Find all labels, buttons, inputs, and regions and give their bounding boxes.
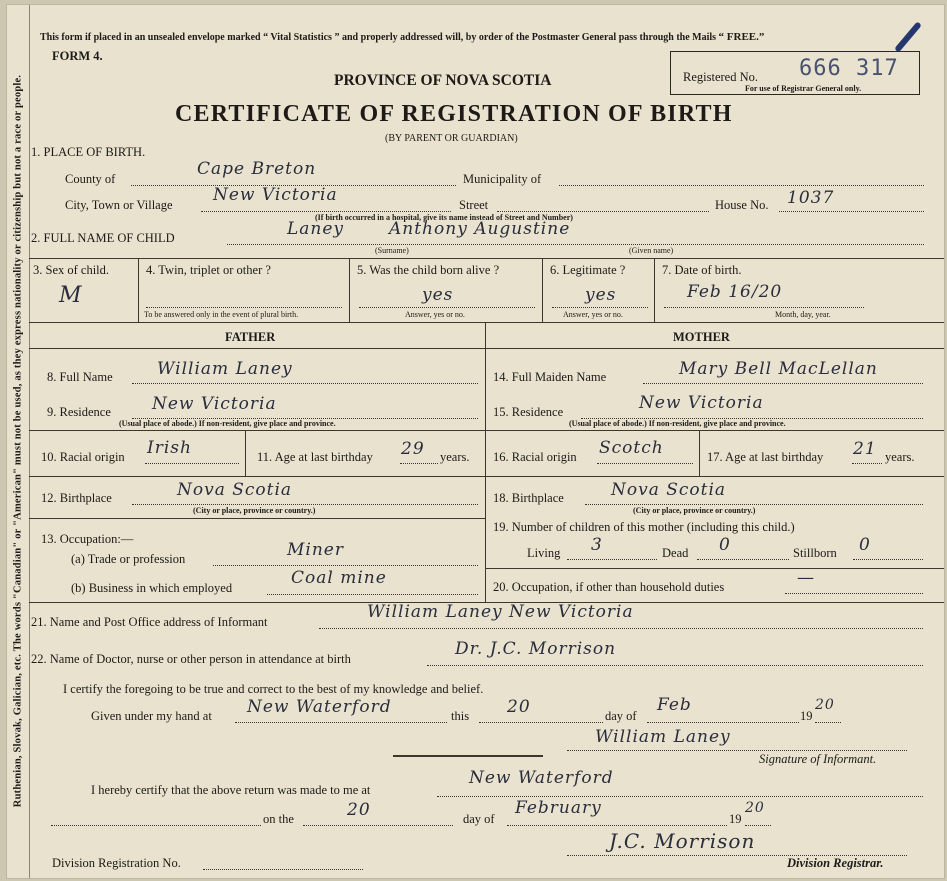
place-of-birth-label: 1. PLACE OF BIRTH. <box>31 145 146 159</box>
child-name-label: 2. FULL NAME OF CHILD <box>31 231 175 245</box>
house-label: House No. <box>715 198 769 212</box>
registered-note: For use of Registrar General only. <box>745 84 862 93</box>
given-year-prefix: 19 <box>800 709 813 723</box>
business-label: (b) Business in which employed <box>71 581 233 595</box>
registrar-month-value: February <box>515 798 602 818</box>
mother-age-value: 21 <box>853 439 877 459</box>
father-heading: FATHER <box>225 330 276 344</box>
stillborn-label: Stillborn <box>793 546 837 560</box>
city-value: New Victoria <box>213 185 338 205</box>
business-value: Coal mine <box>291 568 387 588</box>
surname-caption: (Surname) <box>375 246 409 255</box>
house-value: 1037 <box>787 188 835 208</box>
city-line <box>201 211 451 212</box>
registered-number: 666 317 <box>799 56 899 81</box>
mother-birthplace-note: (City or place, province or country.) <box>633 506 756 515</box>
signature-caption: Signature of Informant. <box>759 752 877 766</box>
county-label: County of <box>65 172 116 186</box>
mother-birthplace-label: 18. Birthplace <box>493 491 564 505</box>
father-abode-note: (Usual place of abode.) If non-resident, give place and province. <box>119 419 336 428</box>
street-line <box>497 211 709 212</box>
registrar-signature: J.C. Morrison <box>609 829 756 853</box>
child-given-value: Anthony Augustine <box>389 219 571 239</box>
father-birthplace-label: 12. Birthplace <box>41 491 112 505</box>
registrar-year-value: 20 <box>745 800 765 816</box>
father-name-label: 8. Full Name <box>47 370 113 384</box>
street-label: Street <box>459 198 489 212</box>
city-label: City, Town or Village <box>65 198 173 212</box>
legitimate-label: 6. Legitimate ? <box>550 263 626 277</box>
county-value: Cape Breton <box>197 159 317 179</box>
sex-value: M <box>59 283 83 308</box>
registrar-caption: Division Registrar. <box>787 856 884 870</box>
municipality-line <box>559 185 924 186</box>
registrar-day-of-label: day of <box>463 812 495 826</box>
living-value: 3 <box>591 535 603 555</box>
informant-signature: William Laney <box>595 727 731 747</box>
child-surname-value: Laney <box>287 219 345 239</box>
father-age-label: 11. Age at last birthday <box>257 450 373 464</box>
mother-racial-label: 16. Racial origin <box>493 450 577 464</box>
mother-name-value: Mary Bell MacLellan <box>679 359 878 379</box>
division-registration-label: Division Registration No. <box>52 856 181 870</box>
twin-note: To be answered only in the event of plural birth. <box>144 310 299 319</box>
informant-label: 21. Name and Post Office address of Informant <box>31 615 268 629</box>
mother-years-label: years. <box>885 450 915 464</box>
certify-statement: I certify the foregoing to be true and correct to the best of my knowledge and belief. <box>63 682 484 696</box>
trade-label: (a) Trade or profession <box>71 552 186 566</box>
father-occupation-label: 13. Occupation:— <box>41 532 134 546</box>
mother-occupation-label: 20. Occupation, if other than household duties <box>493 580 725 594</box>
father-birthplace-note: (City or place, province or country.) <box>193 506 316 515</box>
check-mark-icon <box>894 21 922 52</box>
given-day-value: 20 <box>507 697 531 717</box>
mother-racial-value: Scotch <box>599 438 664 458</box>
father-name-value: William Laney <box>157 359 293 379</box>
given-caption: (Given name) <box>629 246 674 255</box>
doctor-label: 22. Name of Doctor, nurse or other person in attendance at birth <box>31 652 351 666</box>
mother-residence-label: 15. Residence <box>493 405 564 419</box>
child-name-line <box>227 244 924 245</box>
certificate-subtitle: (BY PARENT OR GUARDIAN) <box>385 133 518 144</box>
mother-abode-note: (Usual place of abode.) If non-resident, give place and province. <box>569 419 786 428</box>
father-racial-value: Irish <box>147 438 192 458</box>
date-of-birth-value: Feb 16/20 <box>687 282 783 302</box>
father-age-value: 29 <box>401 439 425 459</box>
date-of-birth-label: 7. Date of birth. <box>662 263 742 277</box>
mother-children-label: 19. Number of children of this mother (including this child.) <box>493 520 795 534</box>
father-residence-value: New Victoria <box>152 394 277 414</box>
sex-label: 3. Sex of child. <box>33 263 110 277</box>
given-month-value: Feb <box>657 695 692 715</box>
legitimate-value: yes <box>585 285 617 305</box>
given-year-value: 20 <box>815 697 835 713</box>
registrar-year-prefix: 19 <box>729 812 742 826</box>
given-day-of-label: day of <box>605 709 637 723</box>
father-birthplace-value: Nova Scotia <box>177 480 293 500</box>
date-of-birth-note: Month, day, year. <box>775 310 831 319</box>
trade-value: Miner <box>287 540 344 560</box>
registered-box <box>670 51 920 95</box>
dead-label: Dead <box>662 546 689 560</box>
row-bottom-rule <box>29 322 944 323</box>
dead-value: 0 <box>719 535 731 555</box>
house-line <box>779 211 924 212</box>
stillborn-value: 0 <box>859 535 871 555</box>
form-number: FORM 4. <box>52 49 103 63</box>
mother-name-label: 14. Full Maiden Name <box>493 370 607 384</box>
return-place-value: New Waterford <box>469 768 614 788</box>
registrar-day-value: 20 <box>347 800 371 820</box>
certificate-sheet <box>6 4 945 879</box>
father-years-label: years. <box>440 450 470 464</box>
certificate-title: CERTIFICATE OF REGISTRATION OF BIRTH <box>175 101 733 127</box>
alive-value: yes <box>422 285 454 305</box>
father-residence-label: 9. Residence <box>47 405 111 419</box>
municipality-label: Municipality of <box>463 172 542 186</box>
given-place-value: New Waterford <box>247 697 392 717</box>
separator-rule <box>393 755 543 757</box>
father-racial-label: 10. Racial origin <box>41 450 125 464</box>
side-note: Ruthenian, Slovak, Galician, etc. The words "Canadian" or "American" must not be used, as they express nationality or citizenship but not a race or people. <box>12 74 24 808</box>
mother-heading: MOTHER <box>673 330 730 344</box>
informant-value: William Laney New Victoria <box>367 602 634 622</box>
row-top-rule <box>29 258 944 259</box>
parent-divider <box>485 322 486 602</box>
province-heading: PROVINCE OF NOVA SCOTIA <box>334 72 552 89</box>
side-margin <box>7 5 30 878</box>
hospital-note: (If birth occurred in a hospital, give its name instead of Street and Number) <box>315 213 573 222</box>
alive-note: Answer, yes or no. <box>405 310 465 319</box>
mother-residence-value: New Victoria <box>639 393 764 413</box>
mother-birthplace-value: Nova Scotia <box>611 480 727 500</box>
mail-notice: This form if placed in an unsealed envelope marked “ Vital Statistics ” and properly addressed will, by order of the Postmaster General pass through the Mails “ FREE.” <box>40 31 765 43</box>
mother-age-label: 17. Age at last birthday <box>707 450 824 464</box>
mother-occupation-value: — <box>797 568 815 588</box>
legitimate-note: Answer, yes or no. <box>563 310 623 319</box>
alive-label: 5. Was the child born alive ? <box>357 263 500 277</box>
return-label: I hereby certify that the above return was made to me at <box>91 783 371 797</box>
this-label: this <box>451 709 470 723</box>
on-the-label: on the <box>263 812 294 826</box>
living-label: Living <box>527 546 561 560</box>
doctor-value: Dr. J.C. Morrison <box>455 639 617 659</box>
twin-label: 4. Twin, triplet or other ? <box>146 263 271 277</box>
registered-label: Registered No. <box>683 70 758 84</box>
given-under-label: Given under my hand at <box>91 709 212 723</box>
